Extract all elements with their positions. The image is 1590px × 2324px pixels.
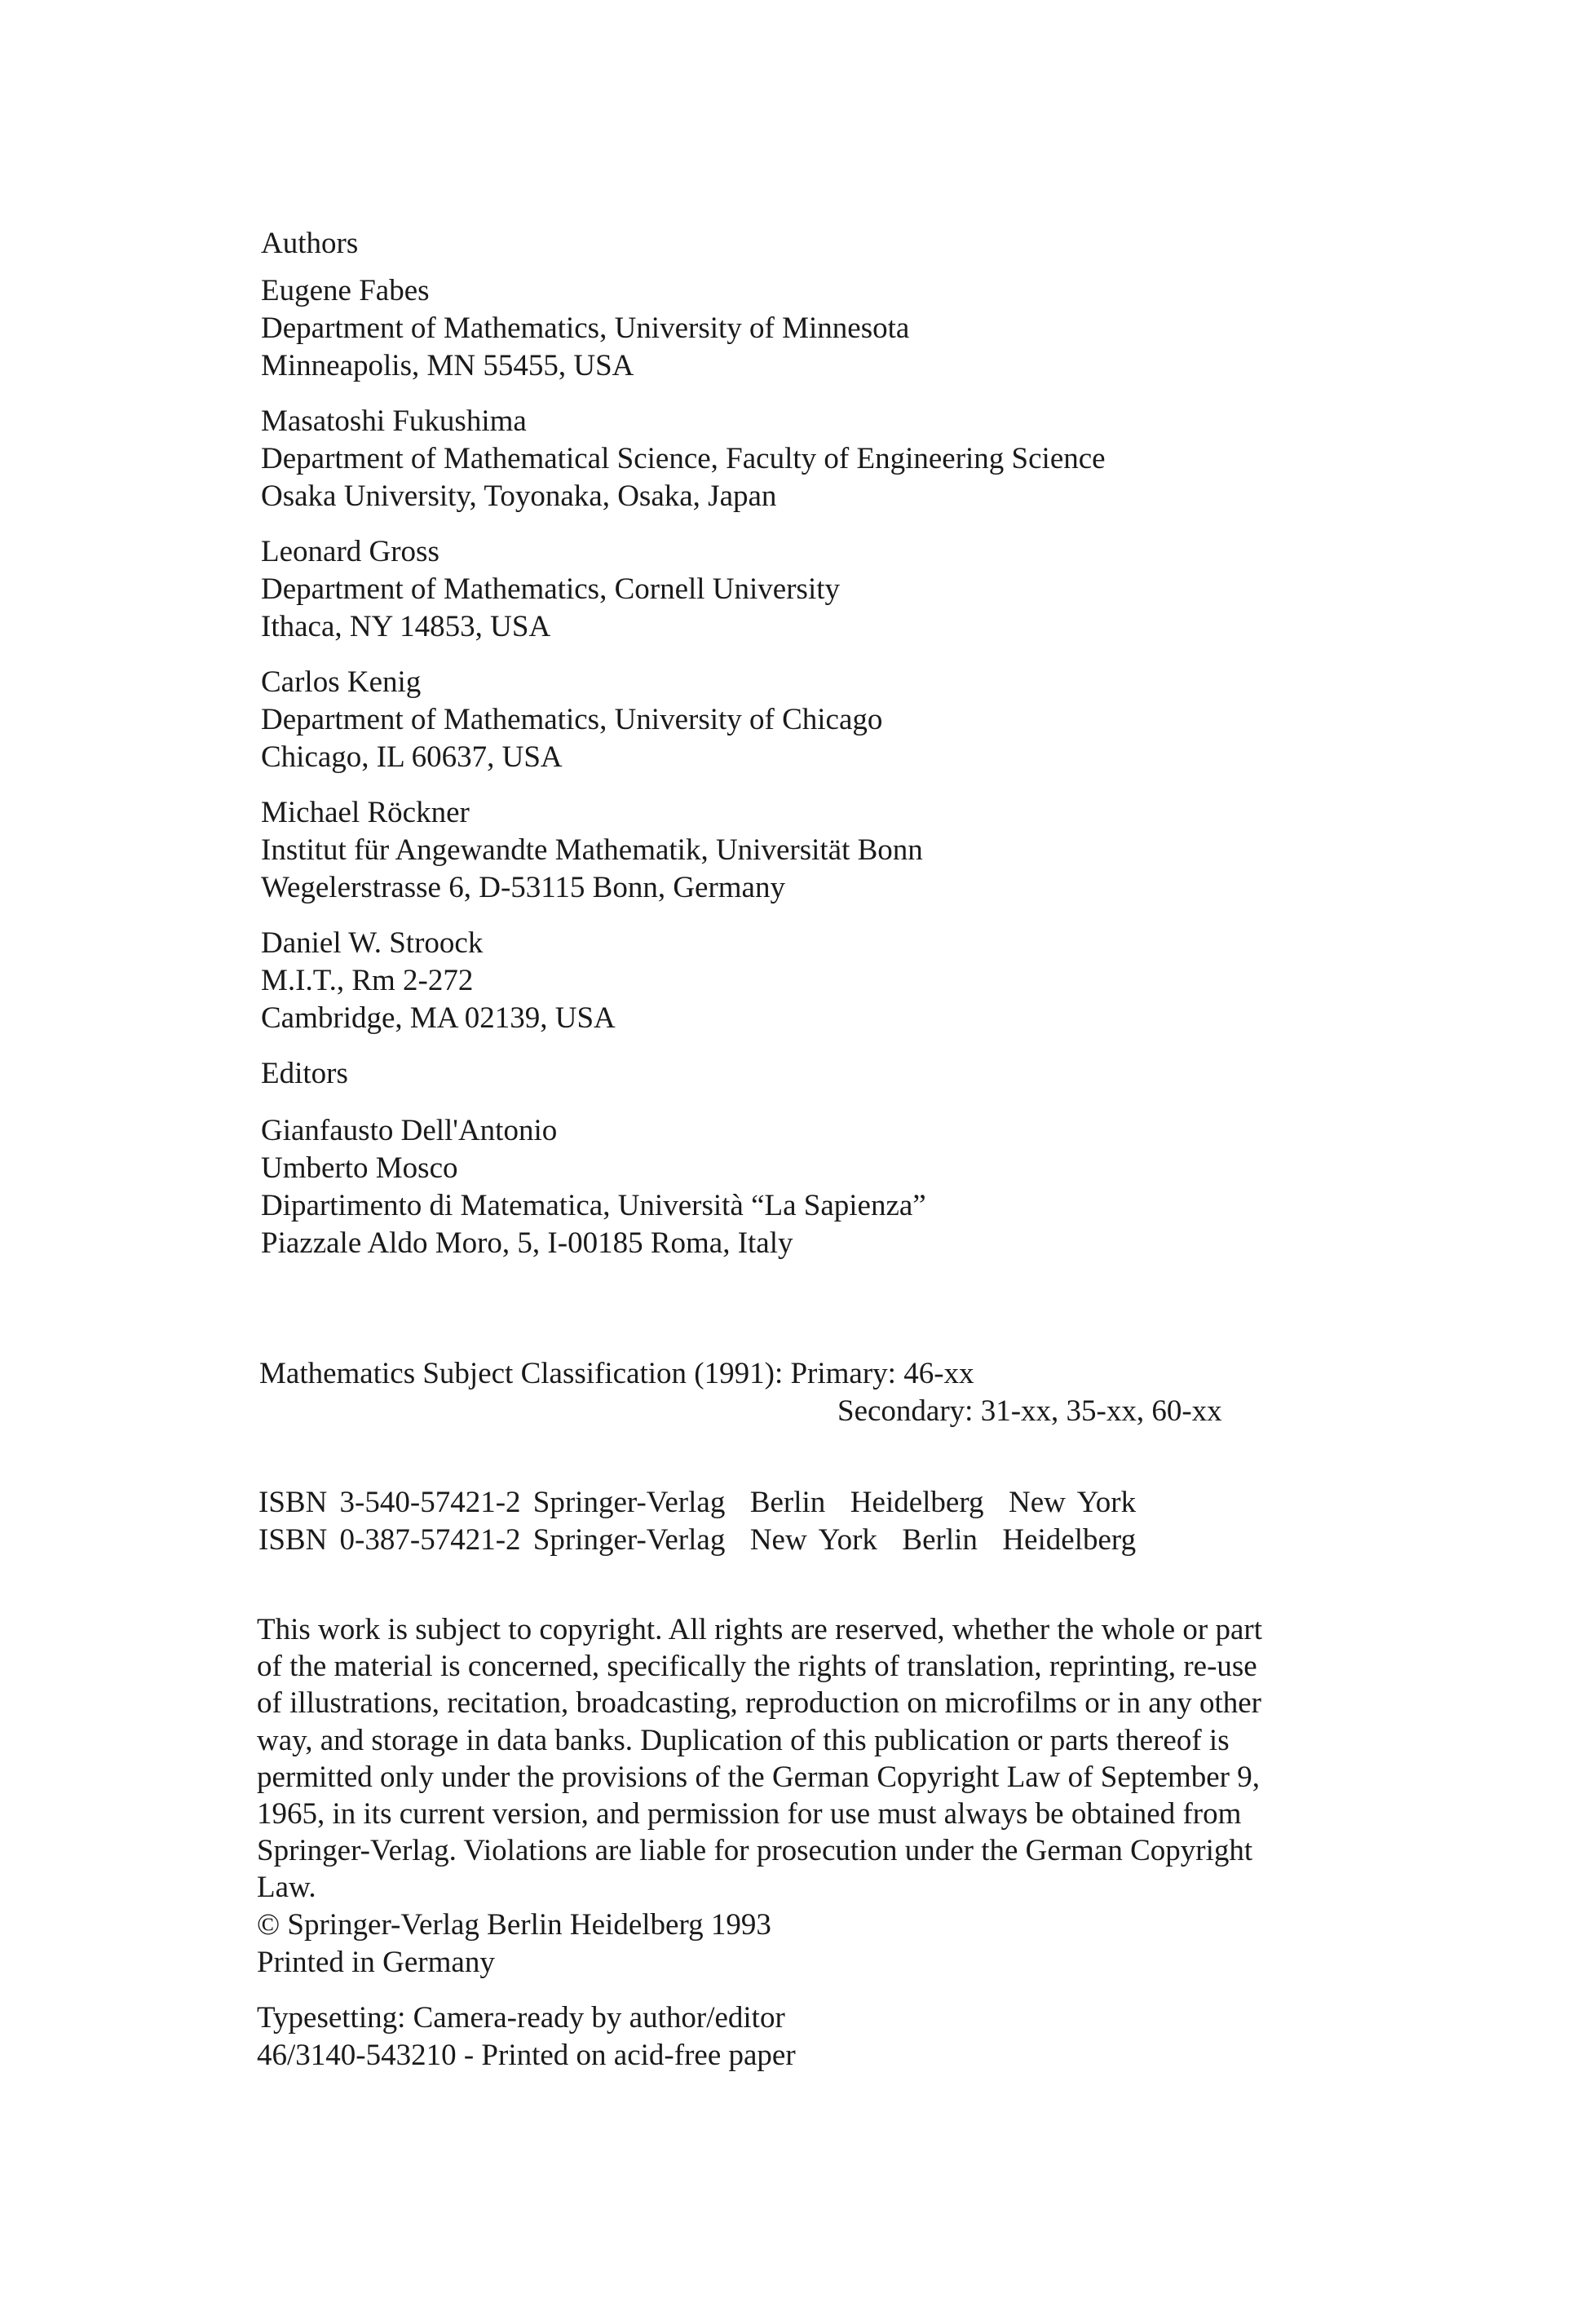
editor-name: Gianfausto Dell'Antonio: [261, 1114, 558, 1147]
copyright-text-line: 1965, in its current version, and permission for use must always be obtained from: [257, 1797, 1242, 1831]
editor-name: Umberto Mosco: [261, 1151, 458, 1185]
paper-note: 46/3140-543210 - Printed on acid-free paper: [257, 2039, 796, 2072]
subject-classification-primary: Mathematics Subject Classification (1991): Primary: 46-xx: [259, 1357, 974, 1390]
author-name: Eugene Fabes: [261, 274, 430, 307]
author-affiliation: Department of Mathematics, University of Chicago: [261, 703, 883, 736]
copyright-text-line: Law.: [257, 1871, 316, 1905]
author-affiliation: Department of Mathematical Science, Faculty of Engineering Science: [261, 442, 1106, 475]
copyright-notice: © Springer-Verlag Berlin Heidelberg 1993: [257, 1908, 771, 1942]
copyright-paragraph: [257, 1611, 1327, 1906]
editor-address: Piazzale Aldo Moro, 5, I-00185 Roma, Italy: [261, 1226, 793, 1260]
editors-heading: Editors: [261, 1057, 348, 1090]
author-affiliation: Department of Mathematics, Cornell University: [261, 572, 841, 606]
author-affiliation: M.I.T., Rm 2-272: [261, 964, 474, 997]
author-affiliation: Institut für Angewandte Mathematik, Universität Bonn: [261, 833, 923, 867]
author-name: Daniel W. Stroock: [261, 926, 484, 960]
authors-heading: Authors: [261, 227, 359, 260]
subject-classification-secondary: Secondary: 31-xx, 35-xx, 60-xx: [837, 1394, 1222, 1428]
author-address: Osaka University, Toyonaka, Osaka, Japan: [261, 479, 777, 513]
isbn-line: ISBN 3-540-57421-2 Springer-Verlag Berlin Heidelberg New York: [258, 1486, 1137, 1519]
author-address: Cambridge, MA 02139, USA: [261, 1001, 616, 1035]
author-name: Leonard Gross: [261, 535, 439, 568]
copyright-text-line: way, and storage in data banks. Duplication of this publication or parts thereof is: [257, 1723, 1230, 1757]
editor-affiliation: Dipartimento di Matematica, Università “La Sapienza”: [261, 1189, 926, 1222]
typesetting-note: Typesetting: Camera-ready by author/editor: [257, 2001, 785, 2035]
printed-in: Printed in Germany: [257, 1946, 495, 1979]
author-address: Minneapolis, MN 55455, USA: [261, 349, 634, 382]
isbn-line: ISBN 0-387-57421-2 Springer-Verlag New York Berlin Heidelberg: [258, 1523, 1137, 1557]
author-address: Ithaca, NY 14853, USA: [261, 610, 551, 643]
author-affiliation: Department of Mathematics, University of Minnesota: [261, 311, 910, 345]
copyright-text-line: This work is subject to copyright. All rights are reserved, whether the whole or part: [257, 1613, 1263, 1646]
copyright-text-line: Springer-Verlag. Violations are liable for prosecution under the German Copyright: [257, 1834, 1253, 1868]
author-name: Carlos Kenig: [261, 665, 422, 699]
author-name: Masatoshi Fukushima: [261, 404, 527, 438]
author-address: Wegelerstrasse 6, D-53115 Bonn, Germany: [261, 871, 785, 904]
copyright-text-line: permitted only under the provisions of the German Copyright Law of September 9,: [257, 1760, 1260, 1794]
copyright-text-line: of illustrations, recitation, broadcasting, reproduction on microfilms or in any other: [257, 1686, 1262, 1721]
author-address: Chicago, IL 60637, USA: [261, 740, 563, 774]
copyright-text-line: of the material is concerned, specifically the rights of translation, reprinting, re-use: [257, 1650, 1257, 1684]
author-name: Michael Röckner: [261, 796, 470, 829]
